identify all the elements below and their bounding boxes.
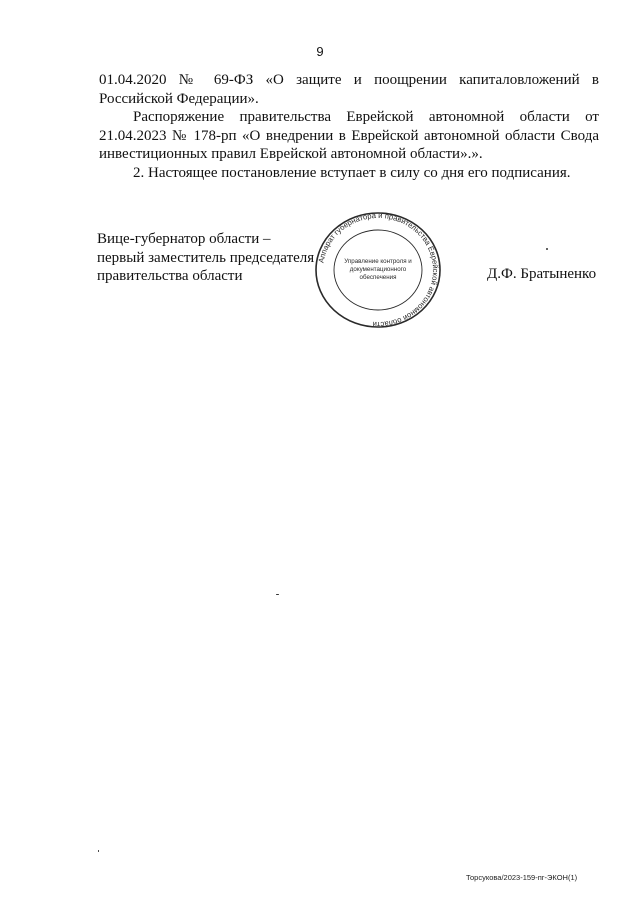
seal-graphic	[313, 210, 443, 330]
paragraph-order-line1: Распоряжение правительства Еврейской автономной области от	[133, 109, 599, 125]
position-line: правительства области	[97, 268, 243, 284]
scan-speck	[276, 594, 279, 595]
scan-speck	[98, 850, 99, 852]
paragraph-order-line3: инвестиционных правил Еврейской автономной области».».	[99, 146, 483, 162]
position-line: первый заместитель председателя	[97, 249, 315, 266]
seal-inner-line: обеспечения	[359, 274, 397, 281]
official-seal-stamp	[313, 210, 443, 330]
scan-speck	[546, 248, 548, 250]
position-line: Вице-губернатор области –	[97, 231, 271, 247]
document-reference-footer: Торсукова/2023-159-пг-ЭКОН(1)	[466, 873, 578, 882]
page-number: 9	[316, 44, 324, 59]
signatory-position	[97, 230, 314, 286]
paragraph-order-line2: 21.04.2023 № 178-рп «О внедрении в Еврейской автономной области Свода	[99, 127, 599, 144]
seal-inner-line: документационного	[349, 266, 407, 273]
seal-inner-line: Управление контроля и	[344, 258, 412, 265]
signatory-name: Д.Ф. Братыненко	[487, 266, 597, 282]
paragraph-effective-date: 2. Настоящее постановление вступает в силу со дня его подписания.	[133, 164, 571, 181]
paragraph-law-reference: 01.04.2020 № 69-ФЗ «О защите и поощрении капиталовложений в Российской Федерации».	[99, 72, 599, 107]
seal-outer-text: Аппарат губернатора и правительства Еврейской автономной области	[316, 210, 441, 330]
document-body	[99, 71, 599, 182]
